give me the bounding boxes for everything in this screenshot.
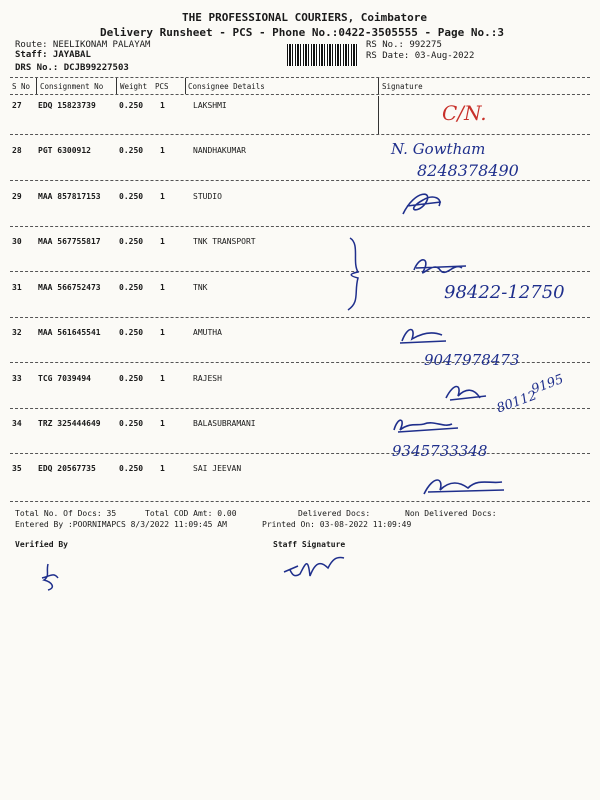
row-consignment: EDQ 20567735 [38,464,96,473]
row-weight: 0.250 [119,419,144,428]
barcode [287,44,359,66]
row-consignee: STUDIO [193,192,222,201]
row-pcs: 1 [160,192,165,201]
row-weight: 0.250 [119,146,144,155]
staff-label: Staff: JAYABAL [15,50,91,60]
row-consignment: TRZ 325444649 [38,419,101,428]
row-pcs: 1 [160,328,165,337]
staff-signature [280,548,360,584]
col-consignment: Consignment No [40,82,104,91]
staff-signature-label: Staff Signature [273,540,346,549]
verified-by-label: Verified By [15,540,68,549]
col-weight: Weight [120,82,148,91]
handwritten-phone: 8248378490 [417,161,519,180]
col-signature: Signature [382,82,423,91]
printed-on: Printed On: 03-08-2022 11:09:49 [262,520,412,529]
row-rule [10,226,590,227]
signature-row-34 [388,412,538,460]
col-sno: S No [12,82,31,91]
row-consignee: NANDHAKUMAR [193,146,246,155]
row-weight: 0.250 [119,101,144,110]
row-rule [10,134,590,135]
entered-by: Entered By :POORNIMAPCS 8/3/2022 11:09:45 AM [15,520,227,529]
rs-date: RS Date: 03-Aug-2022 [366,51,475,61]
row-consignment: EDQ 15823739 [38,101,96,110]
row-sno: 32 [12,328,22,337]
handwritten-name: N. Gowtham [391,140,486,158]
row-weight: 0.250 [119,464,144,473]
non-delivered-docs: Non Delivered Docs: [405,509,497,518]
row-consignee: AMUTHA [193,328,222,337]
header-top-rule [10,77,590,78]
row-consignee: TNK [193,283,208,292]
runsheet-subtitle: Delivery Runsheet - PCS - Phone No.:0422-3505555 - Page No.:3 [100,26,504,39]
verifier-signature [38,560,68,594]
delivered-docs: Delivered Docs: [298,509,371,518]
handwritten-cn: C/N. [442,101,487,125]
row-pcs: 1 [160,237,165,246]
col-divider [116,78,117,94]
row-pcs: 1 [160,283,165,292]
row-weight: 0.250 [119,192,144,201]
col-divider [185,78,186,94]
row-pcs: 1 [160,146,165,155]
col-divider [378,78,379,94]
col-pcs: PCS [155,82,169,91]
signature-row-33 [440,370,590,418]
row-sno: 34 [12,419,22,428]
row-consignment: PGT 6300912 [38,146,91,155]
row-weight: 0.250 [119,237,144,246]
row-sno: 35 [12,464,22,473]
handwritten-phone: 9345733348 [392,442,488,460]
row-sno: 30 [12,237,22,246]
row-rule [10,501,590,502]
col-divider [36,78,37,94]
signature-row-29 [395,184,455,224]
row-consignment: TCG 7039494 [38,374,91,383]
brace-mark [340,234,370,314]
signature-row-32 [398,323,568,369]
row-rule [10,317,590,318]
row-pcs: 1 [160,374,165,383]
handwritten-phone: 98422-12750 [444,282,565,303]
total-docs: Total No. Of Docs: 35 [15,509,117,518]
row-consignee: LAKSHMI [193,101,227,110]
row-weight: 0.250 [119,374,144,383]
signature-row-30-31 [410,250,590,310]
row-consignee: RAJESH [193,374,222,383]
row-sno: 27 [12,101,22,110]
row-pcs: 1 [160,419,165,428]
company-title: THE PROFESSIONAL COURIERS, Coimbatore [182,11,428,24]
row-sno: 29 [12,192,22,201]
row-consignment: MAA 567755817 [38,237,101,246]
route-label: Route: NEELIKONAM PALAYAM [15,40,151,50]
signature-divider [378,96,379,134]
handwritten-phone: 9047978473 [424,351,520,369]
header-bottom-rule [10,94,590,95]
signature-row-27 [440,98,520,130]
row-consignment: MAA 857817153 [38,192,101,201]
rs-number: RS No.: 992275 [366,40,442,50]
row-consignment: MAA 566752473 [38,283,101,292]
signature-row-28 [385,138,575,182]
row-sno: 28 [12,146,22,155]
col-consignee: Consignee Details [188,82,265,91]
row-weight: 0.250 [119,283,144,292]
drs-number: DRS No.: DCJB99227503 [15,63,129,73]
row-consignee: TNK TRANSPORT [193,237,256,246]
row-consignee: SAI JEEVAN [193,464,242,473]
row-consignee: BALASUBRAMANI [193,419,256,428]
row-weight: 0.250 [119,328,144,337]
handwritten-number: 9195 [529,372,566,398]
row-sno: 33 [12,374,22,383]
total-cod: Total COD Amt: 0.00 [145,509,237,518]
signature-row-35 [420,470,530,500]
row-consignment: MAA 561645541 [38,328,101,337]
row-pcs: 1 [160,464,165,473]
handwritten-number: 80112 [494,388,539,417]
row-sno: 31 [12,283,22,292]
row-pcs: 1 [160,101,165,110]
